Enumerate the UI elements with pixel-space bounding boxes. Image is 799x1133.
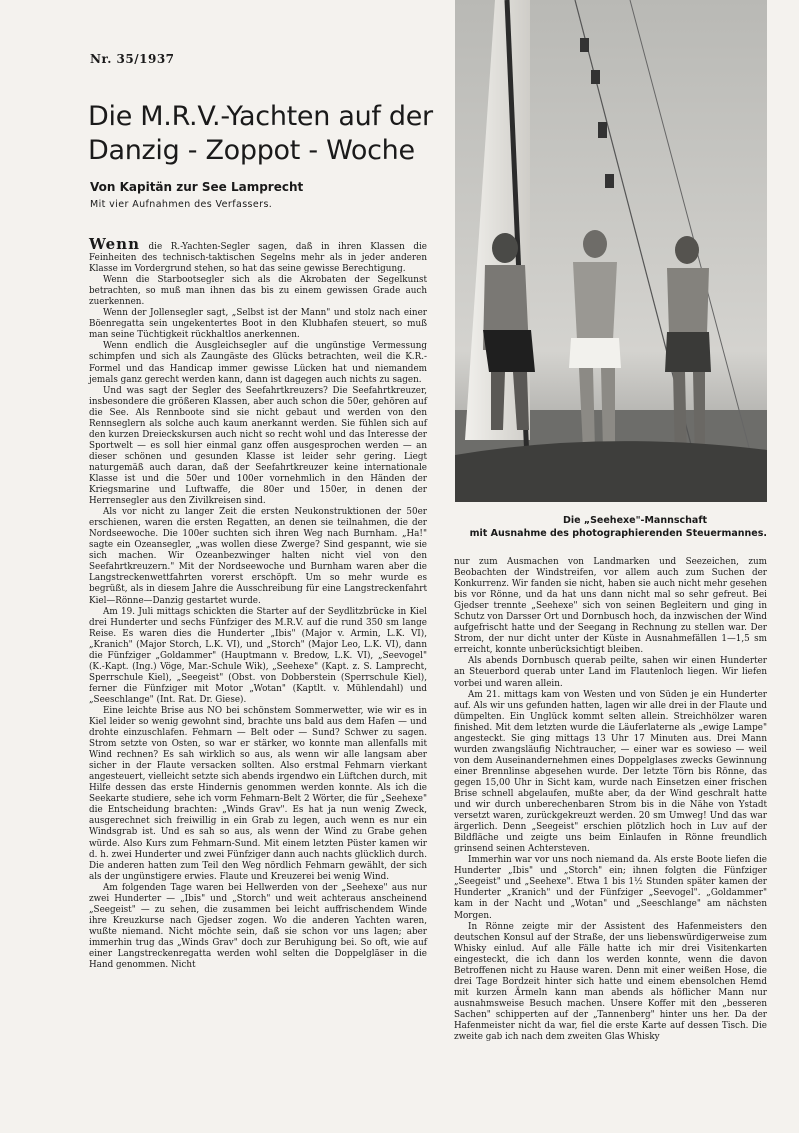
deck [455, 441, 767, 502]
paragraph: Eine leichte Brise aus NO bei schönstem Sommerwetter, wie wir es in Kiel leider so wenig gewohnt sind, brachte uns bald aus dem Hafen — und drohte einzuschlafen. Fehmarn — Belt oder — Sund? Schwer zu sagen. Strom setzte von Osten, so war er stärker, wo konnte man allenfalls mit Wind rechnen? Es sah wirklich so aus, als wenn wir alle langsam aber sicher in der Flaute versacken sollten. Also erstmal Fehmarn vierkant angesteuert, vielleicht setzte sich abends irgendwo ein Lüftchen durch, mit Hilfe dessen das erste Hindernis genommen werden konnte. Als ich die Seekarte studiere, sehe ich vorm Fehmarn-Belt 2 Wörter, die für „Seehexe" die Entscheidung brachten: „Winds Grav". Es hat ja nun wenig Zweck, ausgerechnet sich freiwillig in ein Grab zu legen, auch wenn es nur ein Windsgrab ist. Und es sah so aus, als wenn der Wind zu Grabe gehen würde. Also Kurs zum Fehmarn-Sund. Mit einem letzten Püster kamen wir d. h. zwei Hunderter und zwei Fünfziger dann auch nachts glücklich durch. Die anderen hatten zum Teil den Weg nördlich Fehmarn gewählt, der sich als der ungünstigere erwies. Flaute und Kreuzerei bei wenig Wind. [89, 705, 427, 882]
article-author: Von Kapitän zur See Lamprecht [90, 180, 304, 194]
issue-number: Nr. 35/1937 [90, 52, 175, 66]
paragraph: nur zum Ausmachen von Landmarken und Seezeichen, zum Beobachten der Windstreifen, vor allem auch zum Suchen der Konkurrenz. Wir fanden sie nicht, haben sie auch nicht mehr gesehen bis vor Rönne, und da hat uns dann nicht mal so sehr gefreut. Bei Gjedser trennte „Seehexe" sich von seinen Begleitern und ging in Schutz von Darsser Ort und Dornbusch hoch, da inzwischen der Wind aufgefrischt hatte und der Seegang in Rechnung zu stellen war. Der Strom, der nur dicht unter der Küste in Ausnahmefällen 1—1,5 sm erreicht, konnte unberücksichtigt bleiben. [454, 557, 767, 656]
title-line-1: Die M.R.V.-Yachten auf der [88, 101, 433, 132]
paragraph: Als abends Dornbusch querab peilte, sahen wir einen Hunderter an Steuerbord querab unter Land im Flautenloch liegen. Wir liefen vorbei und waren allein. [454, 656, 767, 689]
paragraph: Immerhin war vor uns noch niemand da. Als erste Boote liefen die Hunderter „Ibis" und „Storch" ein; ihnen folgten die Fünfziger „Seegeist" und „Seehexe". Etwa 1 bis 1½ Stunden später kamen der Hunderter „Kranich" und der Fünfziger „Seevogel". „Goldammer" kam in der Nacht und „Wotan" und „Seeschlange" am nächsten Morgen. [454, 855, 767, 921]
caption-line-1: Die „Seehexe"-Mannschaft [562, 515, 707, 526]
photo-caption [455, 514, 767, 540]
paragraph: Wenn der Jollensegler sagt, „Selbst ist der Mann" und stolz nach einer Böenregatta sein ungekentertes Boot in den Klubhafen steuert, so muß man seine Tüchtigkeit rückhaltlos anerkennen. [89, 308, 427, 341]
crew-photo [455, 0, 767, 502]
right-text-column [454, 557, 767, 1043]
paragraph: Wenn endlich die Ausgleichsegler auf die ungünstige Vermessung schimpfen und sich als Zaungäste des Glücks betrachten, weil die K.R.-Formel und das Handicap immer gewisse Lücken hat und niemandem jemals ganz gerecht werden kann, dann ist dagegen auch nichts zu sagen. [89, 341, 427, 385]
paragraph: Am 19. Juli mittags schickten die Starter auf der Seydlitzbrücke in Kiel drei Hunderter und sechs Fünfziger des M.R.V. auf die rund 350 sm lange Reise. Es waren dies die Hunderter „Ibis" (Major v. Armin, L.K. VI), „Kranich" (Major Storch, L.K. VI), und „Storch" (Major Leo, L.K. VI), dann die Fünfziger „Goldammer" (Hauptmann v. Bredow, L.K. VI), „Seevogel" (K.-Kapt. (Ing.) Vöge, Mar.-Schule Wik), „Seehexe" (Kapt. z. S. Lamprecht, Sperrschule Kiel), „Seegeist" (Obst. von Dobberstein (Sperrschule Kiel), ferner die Fünfziger mit Motor „Wotan" (Kaptlt. v. Mühlendahl) und „Seeschlange" (Int. Rat. Dr. Giese). [89, 606, 427, 705]
paragraph: Wenn die Starbootsegler sich als die Akrobaten der Segelkunst betrachten, so muß man ihnen das bis zu einem gewissen Grade auch zuerkennen. [89, 275, 427, 308]
paragraph: Und was sagt der Segler des Seefahrtkreuzers? Die Seefahrtkreuzer, insbesondere die größeren Klassen, aber auch schon die 50er, gehören auf die See. Als Rennboote sind sie nicht gebaut und werden von den Rennseglern als solche auch kaum anerkannt werden. Sie fühlen sich auf den kurzen Dreieckskursen auch nicht so recht wohl und das Interesse der Sportwelt — es soll hier einmal ganz offen ausgesprochen werden — an dieser schönen und gesunden Klasse ist leider sehr gering. Liegt naturgemäß auch daran, daß der Seefahrtkreuzer keine internationale Klasse ist und die 50er und 100er vornehmlich in den Händen der Kriegsmarine und Luftwaffe, die 80er und 150er, in denen der Herrensegler aus den Zivilkreisen sind. [89, 385, 427, 507]
caption-line-2: mit Ausnahme des photographierenden Steuermannes. [469, 528, 767, 539]
paragraph: Wenn die R.-Yachten-Segler sagen, daß in ihren Klassen die Feinheiten des technisch-taktischen Segelns mehr als in jeder anderen Klasse im Vordergrund stehen, so hat das seine gewisse Berechtigung. [89, 235, 427, 275]
paragraph: Als vor nicht zu langer Zeit die ersten Neukonstruktionen der 50er erschienen, waren die ersten Regatten, an denen sie teilnahmen, die der Nordseewoche. Die 100er suchten sich ihren Weg nach Burnham. „Ha!" sagte ein Ozeansegler, „was wollen diese Zwerge? Sind gespannt, wie sie sich machen. Wir Ozeanbezwinger halten nicht viel von den Seefahrtkreuzern." Mit der Nordseewoche und Burnham waren aber die Langstreckenwettfahrten vorerst erschöpft. Um so mehr wurde es begrüßt, als in diesem Jahre die Ausschreibung für eine Langstreckenfahrt Kiel—Rönne—Danzig gestartet wurde. [89, 507, 427, 606]
article-title [88, 100, 448, 168]
paragraph: Am 21. mittags kam von Westen und von Süden je ein Hunderter auf. Als wir uns gefunden hatten, lagen wir alle drei in der Flaute und dümpelten. Ein Unglück kommt selten allein. Streichhölzer waren finished. Mit dem letzten wurde die Läuferlaterne als „ewige Lampe" angesteckt. Sie ging mittags 13 Uhr 17 Minuten aus. Drei Mann wurden zwangsläufig Nichtraucher, — einer war es sowieso — weil von dem Auseinandernehmen eines Doppelglases zwecks Gewinnung einer Brennlinse abgesehen wurde. Der letzte Törn bis Rönne, das gegen 15,00 Uhr in Sicht kam, wurde nach Einsetzen einer frischen Brise schnell abgelaufen, mußte aber, da der Wind geschralt hatte und wir durch unberechenbaren Strom bis in die Nähe von Ystadt versetzt waren, zurückgekreuzt werden. 20 sm Umweg! Und das war ärgerlich. Denn „Seegeist" erschien plötzlich hoch in Luv auf der Bildfläche und zeigte uns beim Einlaufen in Rönne freundlich grinsend seinen Achtersteven. [454, 689, 767, 855]
drop-cap: Wenn [89, 235, 140, 253]
paragraph: In Rönne zeigte mir der Assistent des Hafenmeisters den deutschen Konsul auf der Straße, der uns liebenswürdigerweise zum Whisky einlud. Auf alle Fälle hatte ich mir drei Visitenkarten eingesteckt, die ich dann los werden konnte, wenn die davon Betroffenen nicht zu Hause waren. Denn mit einer weißen Hose, die drei Tage Bordzeit hinter sich hatte und einem ebensolchen Hemd mit kurzen Ärmeln kann man abends als höflicher Mann nur ausnahmsweise Besuch machen. Unsere Koffer mit den „besseren Sachen" schipperten auf der „Tannenberg" hinter uns her. Da der Hafenmeister nicht da war, fiel die erste Karte auf dessen Tisch. Die zweite gab ich nach dem zweiten Glas Whisky [454, 921, 767, 1043]
paragraph: Am folgenden Tage waren bei Hellwerden von der „Seehexe" aus nur zwei Hunderter — „Ibis" und „Storch" und weit achteraus anscheinend „Seegeist" — zu sehen, die zusammen bei leicht auffrischendem Winde ihre Kreuzkurse nach Gjedser zogen. Wo die anderen Yachten waren, wußte niemand. Nicht möchte sein, daß sie schon vor uns lagen; aber immerhin trug das „Winds Grav" doch zur Beruhigung bei. So oft, wie auf einer Langstreckenregatta werden wohl selten die Doppelgläser in die Hand genommen. Nicht [89, 882, 427, 971]
photo-credit: Mit vier Aufnahmen des Verfassers. [90, 199, 273, 210]
title-line-2: Danzig - Zoppot - Woche [88, 135, 415, 166]
left-text-column [89, 235, 427, 971]
